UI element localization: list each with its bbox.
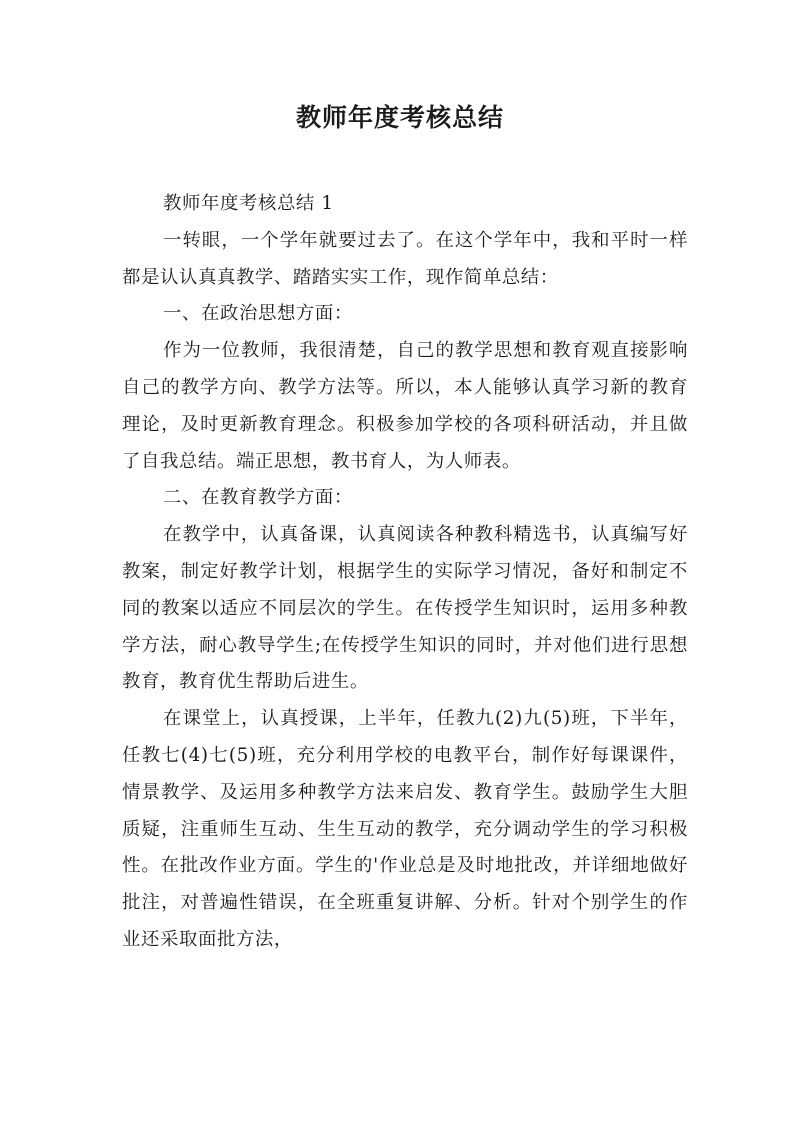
document-body	[122, 186, 688, 959]
document-title: 教师年度考核总结	[295, 103, 504, 132]
section-heading-teaching: 二、在教育教学方面：	[163, 487, 353, 509]
paragraph-political: 作为一位教师，我很清楚，自己的教学思想和教育观直接影响自己的教学方向、教学方法等。所以，本人能够认真学习新的教育理论，及时更新教育理念。积极参加学校的各项科研活动，并且做了自我总结。端正思想，教书育人，为人师表。	[122, 340, 688, 472]
paragraph-teaching: 在教学中，认真备课，认真阅读各种教科精选书，认真编写好教案，制定好教学计划，根据学生的实际学习情况，备好和制定不同的教案以适应不同层次的学生。在传授学生知识时，运用多种教学方法，耐心教导学生;在传授学生知识的同时，并对他们进行思想教育，教育优生帮助后进生。	[122, 524, 688, 693]
paragraph-classroom: 在课堂上，认真授课，上半年，任教九(2)九(5)班，下半年，任教七(4)七(5)班，充分利用学校的电教平台，制作好每课课件，情景教学、及运用多种教学方法来启发、教育学生。鼓励学生大胆质疑，注重师生互动、生生互动的教学，充分调动学生的学习积极性。在批改作业方面。学生的'作业总是及时地批改，并详细地做好批注，对普遍性错误，在全班重复讲解、分析。针对个别学生的作业还采取面批方法，	[122, 708, 688, 950]
paragraph-intro: 一转眼，一个学年就要过去了。在这个学年中，我和平时一样都是认认真真教学、踏踏实实工作，现作简单总结：	[122, 229, 688, 288]
paragraph-heading-1: 教师年度考核总结 1	[163, 193, 334, 214]
section-heading-political: 一、在政治思想方面：	[163, 303, 353, 325]
